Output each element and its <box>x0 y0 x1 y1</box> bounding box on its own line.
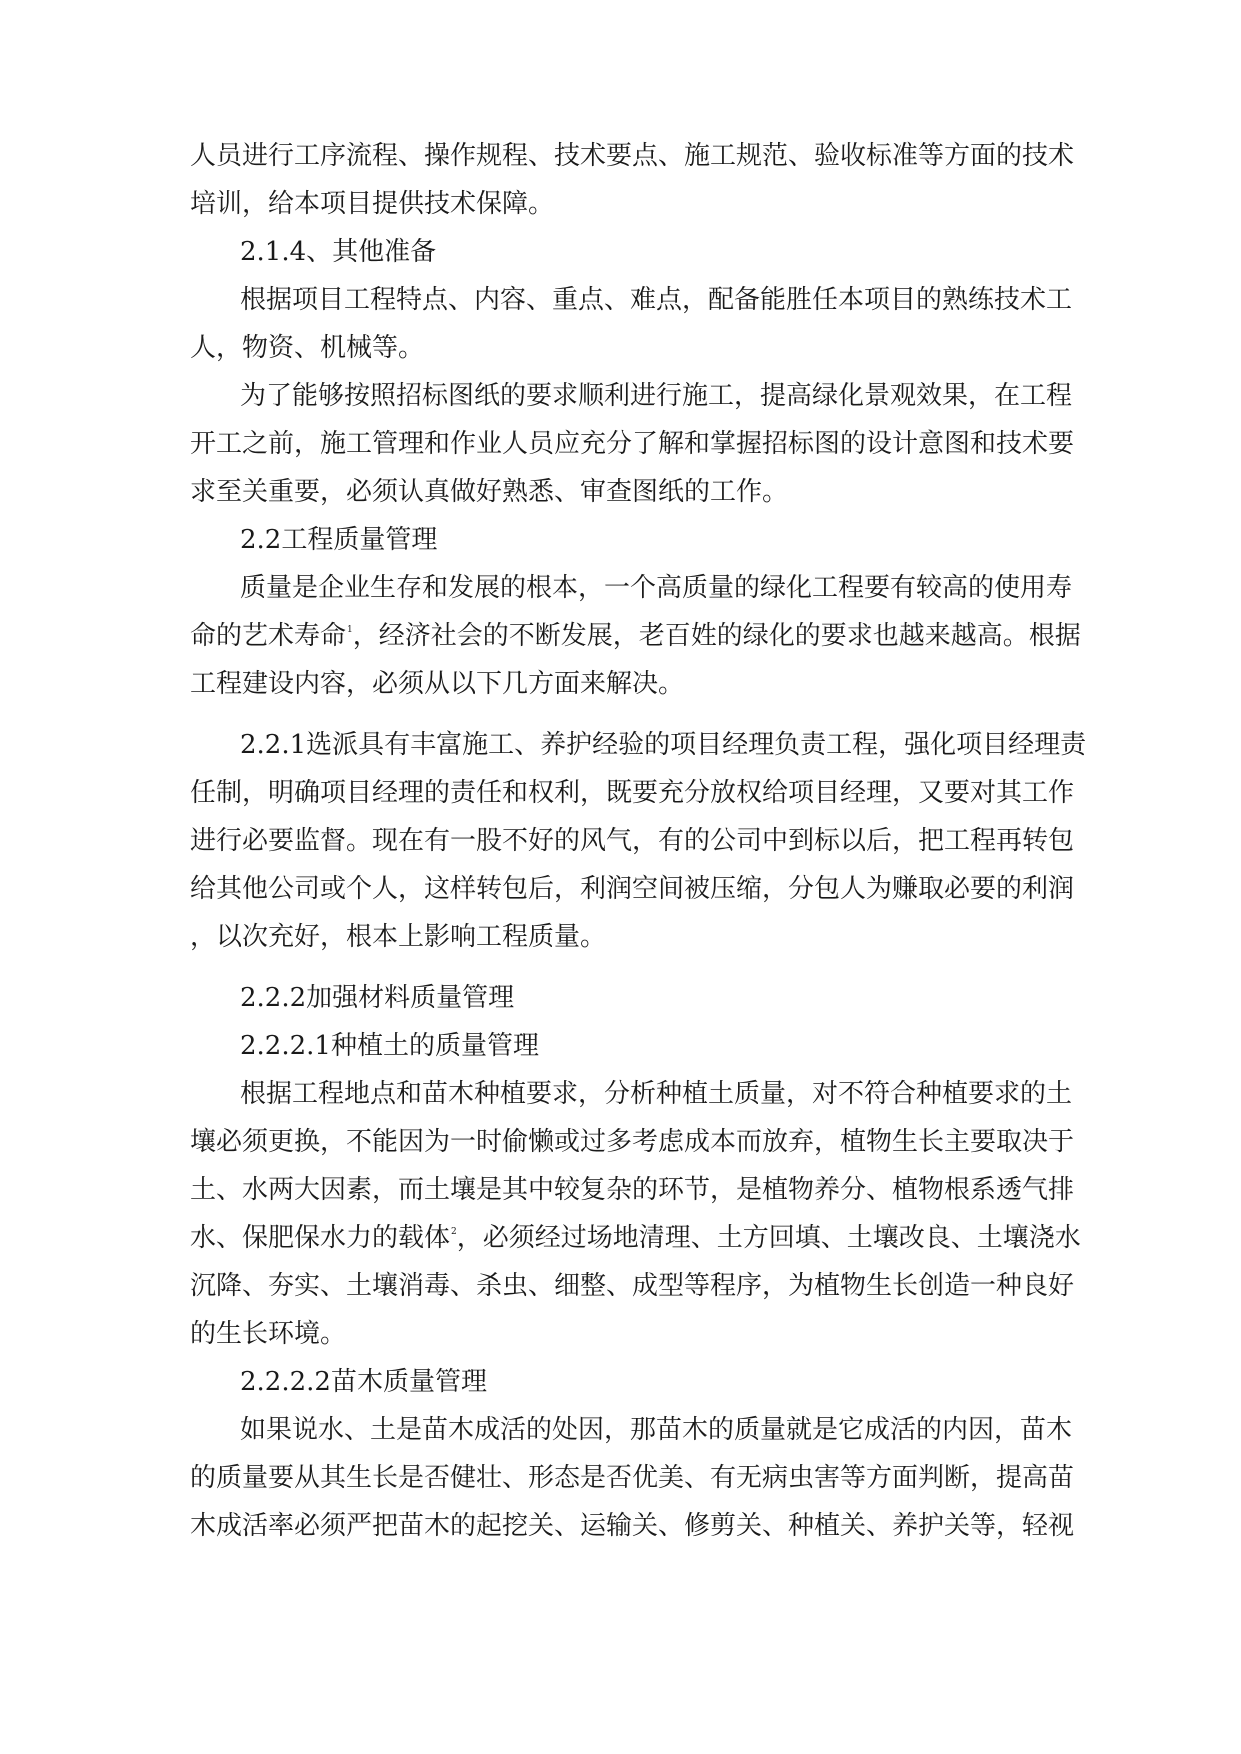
text-segment: 命的艺术寿命 <box>190 621 347 651</box>
text-segment: 水、保肥保水力的载体 <box>190 1223 451 1253</box>
body-text-line: 工程建设内容，必须从以下几方面来解决。 <box>190 669 685 699</box>
body-text-line: ，以次充好，根本上影响工程质量。 <box>190 922 607 952</box>
body-text-line: 根据项目工程特点、内容、重点、难点，配备能胜任本项目的熟练技术工 <box>240 285 1073 315</box>
section-heading-2-1-4: 2.1.4、其他准备 <box>240 237 437 267</box>
body-text-line: 人员进行工序流程、操作规程、技术要点、施工规范、验收标准等方面的技术 <box>190 141 1075 171</box>
section-paragraph-2-2-1: 2.2.1选派具有丰富施工、养护经验的项目经理负责工程，强化项目经理责 <box>240 730 1087 760</box>
body-text-line: 人，物资、机械等。 <box>190 333 425 363</box>
body-text-line: 开工之前，施工管理和作业人员应充分了解和掌握招标图的设计意图和技术要 <box>190 429 1075 459</box>
section-heading-2-2-2: 2.2.2加强材料质量管理 <box>240 983 515 1013</box>
body-text-line: 培训，给本项目提供技术保障。 <box>190 189 555 219</box>
section-heading-2-2-2-1: 2.2.2.1种植土的质量管理 <box>240 1031 539 1061</box>
section-heading-2-2-2-2: 2.2.2.2苗木质量管理 <box>240 1367 487 1397</box>
body-text-line: 给其他公司或个人，这样转包后，利润空间被压缩，分包人为赚取必要的利润 <box>190 874 1075 904</box>
body-text-line: 壤必须更换，不能因为一时偷懒或过多考虑成本而放弃，植物生长主要取决于 <box>190 1127 1075 1157</box>
body-text-line: 如果说水、土是苗木成活的处因，那苗木的质量就是它成活的内因，苗木 <box>240 1415 1073 1445</box>
body-text-line: 沉降、夯实、土壤消毒、杀虫、细整、成型等程序，为植物生长创造一种良好 <box>190 1271 1075 1301</box>
body-text-line: 的生长环境。 <box>190 1319 347 1349</box>
body-text-line: 质量是企业生存和发展的根本，一个高质量的绿化工程要有较高的使用寿 <box>240 573 1073 603</box>
body-text-line: 木成活率必须严把苗木的起挖关、运输关、修剪关、种植关、养护关等，轻视 <box>190 1511 1075 1541</box>
body-text-line: 的质量要从其生长是否健壮、形态是否优美、有无病虫害等方面判断，提高苗 <box>190 1463 1075 1493</box>
body-text-line: 土、水两大因素，而土壤是其中较复杂的环节，是植物养分、植物根系透气排 <box>190 1175 1075 1205</box>
footnote-marker: 1 <box>347 625 353 635</box>
body-text-line: 进行必要监督。现在有一股不好的风气，有的公司中到标以后，把工程再转包 <box>190 826 1075 856</box>
body-text-line-with-footnote <box>190 619 1081 653</box>
text-segment: ，必须经过场地清理、土方回填、土壤改良、土壤浇水 <box>456 1223 1081 1253</box>
body-text-line: 任制，明确项目经理的责任和权利，既要充分放权给项目经理，又要对其工作 <box>190 778 1075 808</box>
body-text-line: 求至关重要，必须认真做好熟悉、审查图纸的工作。 <box>190 477 789 507</box>
body-text-line: 为了能够按照招标图纸的要求顺利进行施工，提高绿化景观效果，在工程 <box>240 381 1073 411</box>
footnote-marker: 2 <box>451 1227 457 1237</box>
section-heading-2-2: 2.2工程质量管理 <box>240 525 438 555</box>
text-segment: ，经济社会的不断发展，老百姓的绿化的要求也越来越高。根据 <box>352 621 1081 651</box>
body-text-line-with-footnote <box>190 1221 1081 1255</box>
body-text-line: 根据工程地点和苗木种植要求，分析种植土质量，对不符合种植要求的土 <box>240 1079 1073 1109</box>
